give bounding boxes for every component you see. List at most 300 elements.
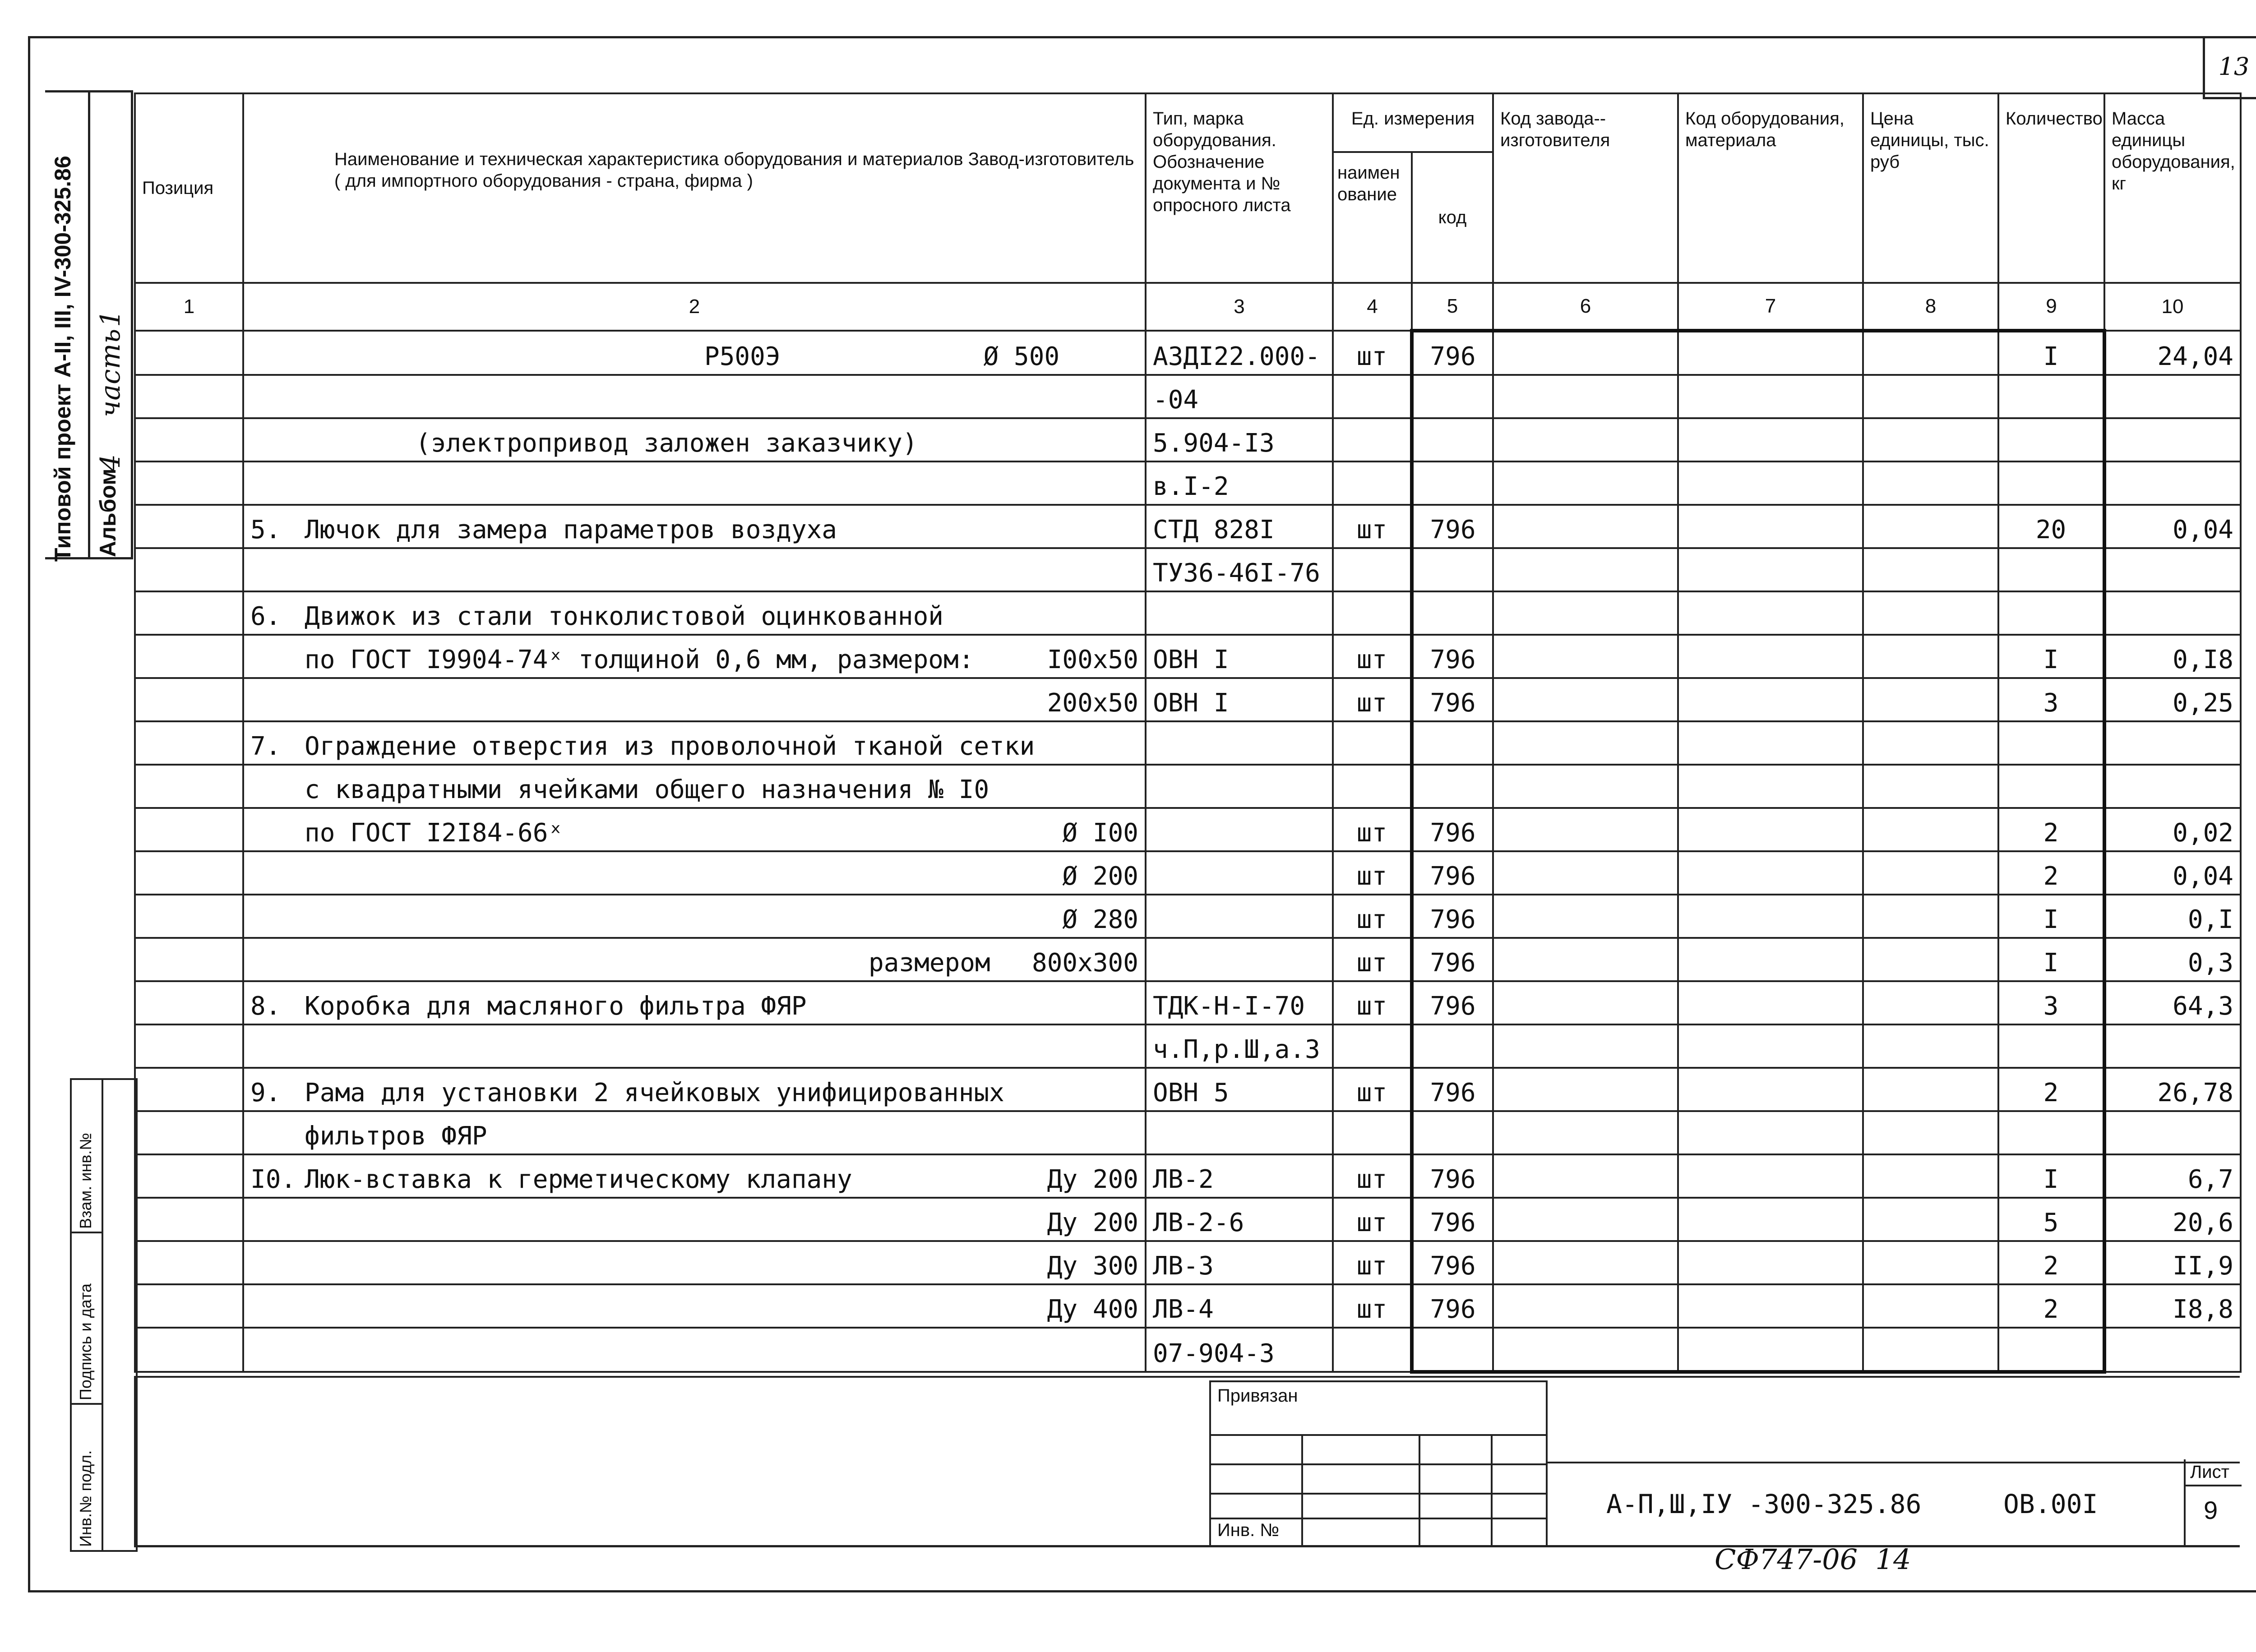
cell-quantity: I xyxy=(1998,331,2104,375)
left-frame-line xyxy=(134,1376,136,1547)
cell-equipment-code xyxy=(1678,591,1863,635)
item-position: 8. xyxy=(250,992,281,1021)
document-designation: ОВ.00I xyxy=(2003,1489,2098,1519)
table-rows xyxy=(135,331,2241,1372)
cell-unit: шт xyxy=(1333,331,1412,375)
cell-position xyxy=(135,678,243,721)
cell-price xyxy=(1863,851,1998,895)
table-row xyxy=(135,591,2241,635)
left-title-strip xyxy=(45,90,133,562)
cell-price xyxy=(1863,1024,1998,1068)
stamp-vline xyxy=(1419,1434,1420,1547)
cell-position xyxy=(135,1068,243,1111)
cell-equipment-code xyxy=(1678,331,1863,375)
cell-name xyxy=(243,591,1146,635)
header-quantity: Количество xyxy=(1998,93,2104,283)
item-size: Ø 280 xyxy=(1062,905,1138,934)
approval-cell xyxy=(72,1233,103,1405)
cell-quantity: 5 xyxy=(1998,1198,2104,1241)
cell-unit xyxy=(1333,548,1412,591)
cell-type: ч.П,р.Ш,а.3 xyxy=(1146,1024,1333,1068)
cell-type xyxy=(1146,851,1333,895)
cell-equipment-code xyxy=(1678,1111,1863,1154)
cell-price xyxy=(1863,1284,1998,1328)
cell-name xyxy=(243,375,1146,418)
cell-mass xyxy=(2104,721,2241,765)
cell-position xyxy=(135,375,243,418)
cell-quantity xyxy=(1998,591,2104,635)
item-name: Ограждение отверстия из проволочной тканой сетки xyxy=(305,732,1035,761)
item-size: Ду 400 xyxy=(1047,1295,1138,1324)
cell-mass: 20,6 xyxy=(2104,1198,2241,1241)
table-row xyxy=(135,808,2241,851)
cell-position xyxy=(135,1241,243,1284)
cell-name xyxy=(243,1198,1146,1241)
cell-name xyxy=(243,505,1146,548)
cell-quantity: 2 xyxy=(1998,1241,2104,1284)
part-label: часть xyxy=(95,328,126,417)
corner-sheet-number: 13 xyxy=(2203,36,2256,99)
item-size: 200x50 xyxy=(1047,688,1138,718)
stamp-line xyxy=(1211,1493,1546,1495)
cell-name xyxy=(243,765,1146,808)
cell-equipment-code xyxy=(1678,678,1863,721)
cell-quantity: 3 xyxy=(1998,678,2104,721)
cell-type xyxy=(1146,765,1333,808)
cell-unit xyxy=(1333,721,1412,765)
cell-type: ТДК-Н-I-70 xyxy=(1146,981,1333,1024)
cell-price xyxy=(1863,938,1998,981)
cell-equipment-code xyxy=(1678,1328,1863,1372)
cell-quantity: 3 xyxy=(1998,981,2104,1024)
cell-position xyxy=(135,548,243,591)
cell-type: ОВН 5 xyxy=(1146,1068,1333,1111)
cell-name xyxy=(243,678,1146,721)
title-block-top-line xyxy=(1548,1462,2240,1463)
cell-mass: I8,8 xyxy=(2104,1284,2241,1328)
cell-price xyxy=(1863,765,1998,808)
table-row xyxy=(135,765,2241,808)
cell-mass: 0,04 xyxy=(2104,505,2241,548)
bottom-frame-base xyxy=(134,1545,2240,1547)
cell-equipment-code xyxy=(1678,895,1863,938)
cell-position xyxy=(135,331,243,375)
table-row xyxy=(135,895,2241,938)
cell-code: 796 xyxy=(1412,1198,1493,1241)
item-name: с квадратными ячейками общего назначения № I0 xyxy=(305,775,989,804)
table-row xyxy=(135,1068,2241,1111)
item-name: Люк-вставка к герметическому клапану xyxy=(305,1165,852,1194)
cell-type xyxy=(1146,1111,1333,1154)
cell-factory-code xyxy=(1493,1024,1678,1068)
cell-factory-code xyxy=(1493,808,1678,851)
cell-mass: 0,I xyxy=(2104,895,2241,938)
item-name: Рама для установки 2 ячейковых унифицированных xyxy=(305,1078,1004,1107)
cell-quantity xyxy=(1998,418,2104,461)
cell-type: ЛВ-3 xyxy=(1146,1241,1333,1284)
cell-unit: шт xyxy=(1333,1241,1412,1284)
table-row xyxy=(135,1024,2241,1068)
cell-equipment-code xyxy=(1678,765,1863,808)
table-row xyxy=(135,1154,2241,1198)
item-name: Р500Э xyxy=(704,342,781,371)
cell-equipment-code xyxy=(1678,981,1863,1024)
cell-position xyxy=(135,938,243,981)
cell-name xyxy=(243,635,1146,678)
cell-mass xyxy=(2104,418,2241,461)
cell-unit: шт xyxy=(1333,938,1412,981)
cell-unit xyxy=(1333,591,1412,635)
cell-equipment-code xyxy=(1678,1198,1863,1241)
approval-strip xyxy=(70,1078,138,1552)
header-position: Позиция xyxy=(135,93,243,283)
cell-position xyxy=(135,635,243,678)
cell-factory-code xyxy=(1493,981,1678,1024)
cell-mass xyxy=(2104,765,2241,808)
item-name: размером xyxy=(869,948,990,978)
cell-factory-code xyxy=(1493,1154,1678,1198)
cell-code: 796 xyxy=(1412,1284,1493,1328)
cell-factory-code xyxy=(1493,1068,1678,1111)
cell-equipment-code xyxy=(1678,418,1863,461)
table-row xyxy=(135,1111,2241,1154)
cell-code: 796 xyxy=(1412,635,1493,678)
cell-name xyxy=(243,938,1146,981)
cell-type: ЛВ-2-6 xyxy=(1146,1198,1333,1241)
cell-code xyxy=(1412,461,1493,505)
header-name xyxy=(243,93,1146,283)
cell-mass: 26,78 xyxy=(2104,1068,2241,1111)
cell-quantity: 2 xyxy=(1998,851,2104,895)
cell-name xyxy=(243,721,1146,765)
cell-price xyxy=(1863,505,1998,548)
cell-factory-code xyxy=(1493,765,1678,808)
cell-position xyxy=(135,895,243,938)
cell-mass xyxy=(2104,375,2241,418)
cell-equipment-code xyxy=(1678,1068,1863,1111)
cell-price xyxy=(1863,1068,1998,1111)
cell-mass xyxy=(2104,591,2241,635)
cell-price xyxy=(1863,418,1998,461)
cell-equipment-code xyxy=(1678,1154,1863,1198)
approval-cell xyxy=(72,1080,103,1233)
stamp-vline xyxy=(1491,1434,1493,1547)
cell-factory-code xyxy=(1493,1111,1678,1154)
cell-factory-code xyxy=(1493,591,1678,635)
cell-price xyxy=(1863,678,1998,721)
table-row xyxy=(135,938,2241,981)
cell-equipment-code xyxy=(1678,1284,1863,1328)
colnum: 9 xyxy=(1998,283,2104,331)
cell-quantity xyxy=(1998,1024,2104,1068)
cell-price xyxy=(1863,895,1998,938)
cell-code xyxy=(1412,375,1493,418)
stamp-line xyxy=(1211,1463,1546,1465)
sheet-cell xyxy=(2184,1459,2240,1547)
cell-mass: 0,04 xyxy=(2104,851,2241,895)
cell-position xyxy=(135,1328,243,1372)
colnum: 6 xyxy=(1493,283,1678,331)
table-row xyxy=(135,548,2241,591)
cell-name xyxy=(243,851,1146,895)
cell-position xyxy=(135,418,243,461)
cell-equipment-code xyxy=(1678,851,1863,895)
cell-price xyxy=(1863,331,1998,375)
cell-position xyxy=(135,1198,243,1241)
cell-unit: шт xyxy=(1333,1284,1412,1328)
cell-mass: 0,I8 xyxy=(2104,635,2241,678)
cell-quantity xyxy=(1998,1328,2104,1372)
cell-code: 796 xyxy=(1412,938,1493,981)
cell-mass xyxy=(2104,461,2241,505)
header-type: Тип, марка оборудования. Обозначение документа и № опросного листа xyxy=(1146,93,1333,283)
approval-label-sign: Подпись и дата xyxy=(76,1283,95,1400)
cell-unit: шт xyxy=(1333,895,1412,938)
cell-unit xyxy=(1333,375,1412,418)
cell-mass xyxy=(2104,1024,2241,1068)
cell-factory-code xyxy=(1493,721,1678,765)
cell-position xyxy=(135,851,243,895)
cell-code: 796 xyxy=(1412,808,1493,851)
item-name: по ГОСТ I9904-74ˣ толщиной 0,6 мм, размером: xyxy=(305,645,974,674)
cell-mass xyxy=(2104,1328,2241,1372)
stamp-vline xyxy=(1301,1434,1303,1547)
cell-factory-code xyxy=(1493,938,1678,981)
table-row xyxy=(135,851,2241,895)
item-size: Ду 200 xyxy=(1047,1165,1138,1194)
table-row xyxy=(135,1284,2241,1328)
cell-price xyxy=(1863,808,1998,851)
table-row xyxy=(135,981,2241,1024)
column-number-row xyxy=(135,283,2241,331)
cell-type xyxy=(1146,591,1333,635)
cell-price xyxy=(1863,548,1998,591)
item-size: Ду 300 xyxy=(1047,1251,1138,1281)
header-price: Цена единицы, тыс. руб xyxy=(1863,93,1998,283)
item-size: Ø 500 xyxy=(983,342,1060,371)
cell-position xyxy=(135,1024,243,1068)
cell-price xyxy=(1863,375,1998,418)
cell-quantity xyxy=(1998,721,2104,765)
item-position: I0. xyxy=(250,1165,296,1194)
cell-factory-code xyxy=(1493,1241,1678,1284)
cell-code: 796 xyxy=(1412,981,1493,1024)
cell-type xyxy=(1146,721,1333,765)
cell-factory-code xyxy=(1493,1328,1678,1372)
cell-name xyxy=(243,1241,1146,1284)
cell-factory-code xyxy=(1493,678,1678,721)
cell-equipment-code xyxy=(1678,635,1863,678)
cell-position xyxy=(135,461,243,505)
cell-position xyxy=(135,981,243,1024)
cell-unit xyxy=(1333,765,1412,808)
cell-price xyxy=(1863,1111,1998,1154)
stamp-line xyxy=(1211,1518,1546,1519)
header-mass: Масса единицы оборудования, кг xyxy=(2104,93,2241,283)
item-size: I00x50 xyxy=(1047,645,1138,674)
cell-quantity: 20 xyxy=(1998,505,2104,548)
colnum: 2 xyxy=(243,283,1146,331)
cell-quantity: I xyxy=(1998,938,2104,981)
cell-code: 796 xyxy=(1412,678,1493,721)
cell-price xyxy=(1863,1154,1998,1198)
colnum: 8 xyxy=(1863,283,1998,331)
item-position: 7. xyxy=(250,732,281,761)
part-number: 1 xyxy=(95,309,126,327)
cell-code: 796 xyxy=(1412,505,1493,548)
cell-type: ЛВ-4 xyxy=(1146,1284,1333,1328)
cell-quantity: 2 xyxy=(1998,1068,2104,1111)
cell-factory-code xyxy=(1493,505,1678,548)
cell-quantity: I xyxy=(1998,1154,2104,1198)
cell-code xyxy=(1412,1328,1493,1372)
header-unit: Ед. измерения xyxy=(1333,93,1493,152)
cell-type xyxy=(1146,938,1333,981)
colnum: 4 xyxy=(1333,283,1412,331)
cell-quantity xyxy=(1998,375,2104,418)
item-position: 9. xyxy=(250,1078,281,1107)
colnum: 7 xyxy=(1678,283,1863,331)
cell-name xyxy=(243,808,1146,851)
cell-unit xyxy=(1333,1111,1412,1154)
cell-code xyxy=(1412,1024,1493,1068)
cell-type: СТД 828I xyxy=(1146,505,1333,548)
cell-mass: 0,3 xyxy=(2104,938,2241,981)
cell-equipment-code xyxy=(1678,1241,1863,1284)
item-position: 6. xyxy=(250,602,281,631)
cell-quantity xyxy=(1998,548,2104,591)
cell-quantity: I xyxy=(1998,635,2104,678)
cell-quantity: 2 xyxy=(1998,1284,2104,1328)
cell-position xyxy=(135,808,243,851)
cell-type: АЗДI22.000- xyxy=(1146,331,1333,375)
cell-code xyxy=(1412,765,1493,808)
cell-type xyxy=(1146,808,1333,851)
cell-type: ТУ36-46I-76 xyxy=(1146,548,1333,591)
cell-type: -04 xyxy=(1146,375,1333,418)
cell-mass: 0,02 xyxy=(2104,808,2241,851)
cell-price xyxy=(1863,1328,1998,1372)
cell-equipment-code xyxy=(1678,505,1863,548)
cell-name xyxy=(243,981,1146,1024)
table-row xyxy=(135,1328,2241,1372)
cell-quantity: I xyxy=(1998,895,2104,938)
stamp-line xyxy=(1211,1434,1546,1436)
table-row xyxy=(135,1198,2241,1241)
item-size: 800x300 xyxy=(1031,948,1138,978)
table-row xyxy=(135,1241,2241,1284)
cell-mass: II,9 xyxy=(2104,1241,2241,1284)
cell-name xyxy=(243,461,1146,505)
cell-factory-code xyxy=(1493,1198,1678,1241)
cell-mass: 24,04 xyxy=(2104,331,2241,375)
cell-unit: шт xyxy=(1333,808,1412,851)
cell-equipment-code xyxy=(1678,375,1863,418)
cell-factory-code xyxy=(1493,331,1678,375)
cell-price xyxy=(1863,461,1998,505)
table-row xyxy=(135,331,2241,375)
cell-factory-code xyxy=(1493,895,1678,938)
cell-position xyxy=(135,1154,243,1198)
cell-factory-code xyxy=(1493,375,1678,418)
header-equipment-code: Код оборудования, материала xyxy=(1678,93,1863,283)
cell-code: 796 xyxy=(1412,1241,1493,1284)
cell-code xyxy=(1412,548,1493,591)
table-row xyxy=(135,461,2241,505)
table-row xyxy=(135,678,2241,721)
cell-factory-code xyxy=(1493,1284,1678,1328)
cell-type: 5.904-I3 xyxy=(1146,418,1333,461)
item-name: фильтров ФЯР xyxy=(305,1121,487,1151)
handwritten-note: СФ747-06 14 xyxy=(1715,1543,1911,1576)
cell-code xyxy=(1412,1111,1493,1154)
approval-label-inv: Инв.№ подл. xyxy=(76,1450,95,1547)
cell-code xyxy=(1412,418,1493,461)
cell-type: ОВН I xyxy=(1146,635,1333,678)
colnum: 5 xyxy=(1412,283,1493,331)
cell-mass xyxy=(2104,548,2241,591)
cell-price xyxy=(1863,635,1998,678)
cell-code xyxy=(1412,591,1493,635)
cell-mass xyxy=(2104,1111,2241,1154)
item-name: (электропривод заложен заказчику) xyxy=(416,429,918,458)
table-row xyxy=(135,505,2241,548)
cell-type: 07-904-3 xyxy=(1146,1328,1333,1372)
cell-code: 796 xyxy=(1412,1154,1493,1198)
item-name: по ГОСТ I2I84-66ˣ xyxy=(305,818,564,848)
cell-price xyxy=(1863,721,1998,765)
cell-code: 796 xyxy=(1412,895,1493,938)
cell-quantity xyxy=(1998,765,2104,808)
privyazan-label: Привязан xyxy=(1217,1386,1298,1406)
album-label: Альбом xyxy=(95,468,120,557)
inv-no-label: Инв. № xyxy=(1217,1520,1280,1540)
cell-name xyxy=(243,418,1146,461)
specification-table xyxy=(134,92,2242,1374)
cell-mass: 6,7 xyxy=(2104,1154,2241,1198)
item-name: Лючок для замера параметров воздуха xyxy=(305,515,837,545)
item-name: Коробка для масляного фильтра ФЯР xyxy=(305,992,807,1021)
item-size: Ду 200 xyxy=(1047,1208,1138,1237)
approval-cell xyxy=(72,1405,103,1550)
cell-type xyxy=(1146,895,1333,938)
cell-quantity: 2 xyxy=(1998,808,2104,851)
cell-position xyxy=(135,721,243,765)
cell-type: в.I-2 xyxy=(1146,461,1333,505)
table-row xyxy=(135,418,2241,461)
header-unit-name: наименование xyxy=(1333,152,1412,283)
cell-unit: шт xyxy=(1333,981,1412,1024)
table-row xyxy=(135,635,2241,678)
cell-position xyxy=(135,765,243,808)
cell-name xyxy=(243,331,1146,375)
project-title: Типовой проект А-II, III, IV-300-325.86 xyxy=(50,156,75,562)
cell-equipment-code xyxy=(1678,1024,1863,1068)
item-size: Ø 200 xyxy=(1062,862,1138,891)
cell-unit xyxy=(1333,1024,1412,1068)
header-name-text: Наименование и техническая характеристика оборудования и материалов Завод-изготовитель ( для импортного оборудования - страна, фирма ) xyxy=(334,149,1134,191)
cell-unit: шт xyxy=(1333,1198,1412,1241)
cell-mass: 0,25 xyxy=(2104,678,2241,721)
cell-price xyxy=(1863,981,1998,1024)
colnum: 10 xyxy=(2104,283,2241,331)
sheet-number: 9 xyxy=(2204,1496,2218,1524)
cell-position xyxy=(135,591,243,635)
header-factory-code: Код завода--изготовителя xyxy=(1493,93,1678,283)
cell-position xyxy=(135,1284,243,1328)
cell-unit: шт xyxy=(1333,678,1412,721)
cell-unit: шт xyxy=(1333,635,1412,678)
